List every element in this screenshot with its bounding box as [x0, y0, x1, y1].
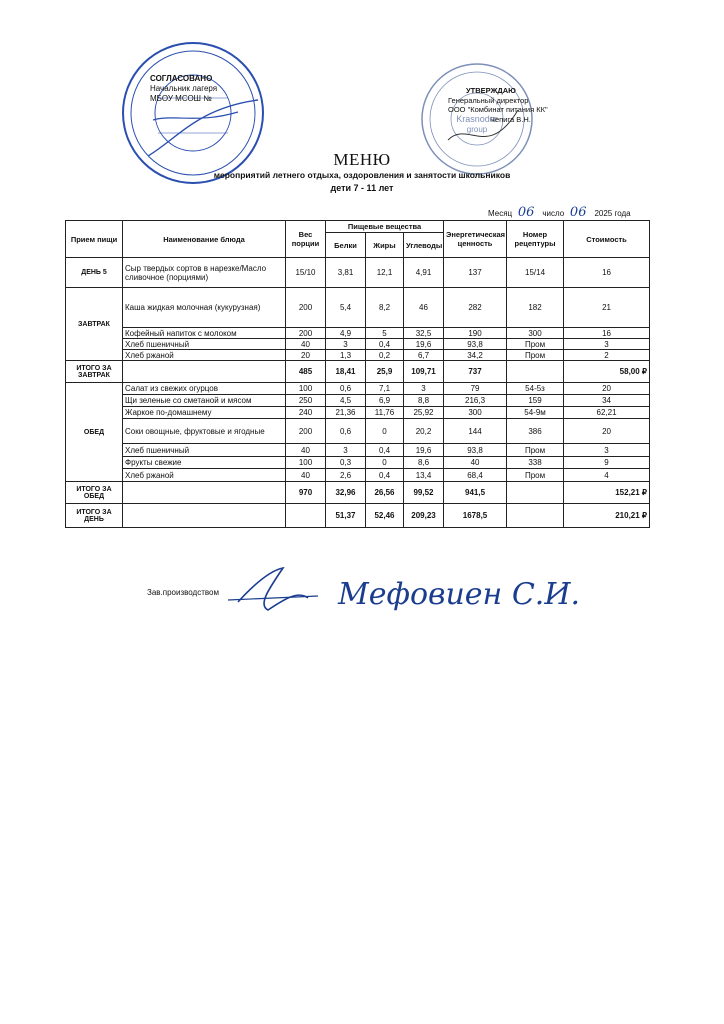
- breakfast-total-row: [66, 361, 650, 383]
- cell-protein: 3,81: [326, 258, 366, 288]
- cell-carbs: 109,71: [404, 361, 444, 383]
- cell-recipe: 54-5з: [507, 383, 564, 395]
- cell-cost: 3: [564, 444, 650, 457]
- cell-cost: 210,21 ₽: [564, 504, 650, 528]
- approval-right-block: [448, 86, 548, 124]
- table-row: [66, 444, 650, 457]
- dish-name: Хлеб ржаной: [123, 469, 286, 482]
- header-protein: Белки: [326, 233, 366, 258]
- cell-recipe: Пром: [507, 444, 564, 457]
- cell-protein: 4,5: [326, 395, 366, 407]
- approval-left-line2: МБОУ МСОШ №: [150, 94, 212, 103]
- cell-carbs: 19,6: [404, 444, 444, 457]
- approval-right-line3: Чепига В.Н.: [490, 114, 531, 124]
- table-row: [66, 407, 650, 419]
- cell-fat: 12,1: [366, 258, 404, 288]
- dish-name: Фрукты свежие: [123, 457, 286, 469]
- cell-weight: 40: [286, 339, 326, 350]
- table-row: [66, 469, 650, 482]
- cell-recipe: 159: [507, 395, 564, 407]
- table-row: [66, 288, 650, 328]
- approval-right-line2: ООО "Комбинат питания КК": [448, 105, 548, 114]
- dish-name: Каша жидкая молочная (кукурузная): [123, 288, 286, 328]
- cell-energy: 216,3: [444, 395, 507, 407]
- cell-fat: 0: [366, 419, 404, 444]
- header-recipe: Номер рецептуры: [507, 221, 564, 258]
- page-title: МЕНЮ: [333, 150, 391, 169]
- cell-energy: 941,5: [444, 482, 507, 504]
- cell-weight: 200: [286, 419, 326, 444]
- cell-energy: 1678,5: [444, 504, 507, 528]
- cell-recipe: 338: [507, 457, 564, 469]
- cell-recipe: 54-9м: [507, 407, 564, 419]
- breakfast-total-label: ИТОГО ЗА ЗАВТРАК: [66, 361, 123, 383]
- dish-name: Хлеб ржаной: [123, 350, 286, 361]
- header-fat: Жиры: [366, 233, 404, 258]
- cell-weight: 970: [286, 482, 326, 504]
- cell-cost: 16: [564, 258, 650, 288]
- cell-cost: 2: [564, 350, 650, 361]
- header-nutrients: Пищевые вещества: [326, 221, 444, 233]
- dish-name: Жаркое по-домашнему: [123, 407, 286, 419]
- cell-fat: 0,4: [366, 339, 404, 350]
- header-energy: Энергетическая ценность: [444, 221, 507, 258]
- cell-cost: 58,00 ₽: [564, 361, 650, 383]
- table-row: [66, 457, 650, 469]
- table-row: [66, 339, 650, 350]
- cell-fat: 8,2: [366, 288, 404, 328]
- cell-carbs: 19,6: [404, 339, 444, 350]
- dish-name: Салат из свежих огурцов: [123, 383, 286, 395]
- cell-protein: 0,3: [326, 457, 366, 469]
- lunch-total-row: [66, 482, 650, 504]
- cell-protein: 4,9: [326, 328, 366, 339]
- cell-carbs: 4,91: [404, 258, 444, 288]
- cell-cost: 62,21: [564, 407, 650, 419]
- svg-text:Мефовиен С.И.: Мефовиен С.И.: [338, 577, 581, 612]
- cell-protein: 0,6: [326, 419, 366, 444]
- cell-recipe: 300: [507, 328, 564, 339]
- approval-left-title: СОГЛАСОВАНО: [150, 74, 213, 83]
- cell-cost: 21: [564, 288, 650, 328]
- table-row: [66, 258, 650, 288]
- cell-protein: 21,36: [326, 407, 366, 419]
- cell-carbs: 20,2: [404, 419, 444, 444]
- dish-name: Сыр твердых сортов в нарезке/Масло сливочное (порциями): [123, 258, 286, 288]
- cell-carbs: 3: [404, 383, 444, 395]
- cell-energy: 282: [444, 288, 507, 328]
- cell-weight: 485: [286, 361, 326, 383]
- cell-energy: 93,8: [444, 339, 507, 350]
- cell-protein: 3: [326, 444, 366, 457]
- cell-energy: 34,2: [444, 350, 507, 361]
- cell-weight: 200: [286, 288, 326, 328]
- cell-energy: 190: [444, 328, 507, 339]
- cell-energy: 137: [444, 258, 507, 288]
- dish-name: Хлеб пшеничный: [123, 339, 286, 350]
- cell-fat: 52,46: [366, 504, 404, 528]
- cell-recipe: Пром: [507, 469, 564, 482]
- cell-fat: 26,56: [366, 482, 404, 504]
- cell-energy: 300: [444, 407, 507, 419]
- cell-weight: 20: [286, 350, 326, 361]
- day-total-label: ИТОГО ЗА ДЕНЬ: [66, 504, 123, 528]
- cell-weight: 40: [286, 469, 326, 482]
- table-row: [66, 395, 650, 407]
- approval-left-block: [150, 74, 217, 104]
- cell-fat: 0,4: [366, 444, 404, 457]
- cell-carbs: 25,92: [404, 407, 444, 419]
- day-label: ДЕНЬ 5: [66, 258, 123, 288]
- cell-protein: 5,4: [326, 288, 366, 328]
- month-value: 06: [512, 205, 540, 221]
- cell-protein: 0,6: [326, 383, 366, 395]
- cell-weight: 40: [286, 444, 326, 457]
- dish-name: Соки овощные, фруктовые и ягодные: [123, 419, 286, 444]
- breakfast-label: ЗАВТРАК: [66, 288, 123, 361]
- dish-name: Кофейный напиток с молоком: [123, 328, 286, 339]
- header-cost: Стоимость: [564, 221, 650, 258]
- cell-weight: 200: [286, 328, 326, 339]
- header-carbs: Углеводы: [404, 233, 444, 258]
- approval-right-line1: Генеральный директор: [448, 95, 529, 105]
- cell-weight: 240: [286, 407, 326, 419]
- cell-carbs: 13,4: [404, 469, 444, 482]
- cell-weight: 100: [286, 457, 326, 469]
- day-label: число: [542, 209, 565, 218]
- cell-fat: 0,2: [366, 350, 404, 361]
- cell-cost: 9: [564, 457, 650, 469]
- approval-right-title: УТВЕРЖДАЮ: [466, 86, 516, 95]
- cell-energy: 40: [444, 457, 507, 469]
- cell-energy: 79: [444, 383, 507, 395]
- age-group: дети 7 - 11 лет: [330, 183, 394, 193]
- cell-protein: 1,3: [326, 350, 366, 361]
- approval-left-line1: Начальник лагеря: [150, 84, 218, 93]
- table-row: [66, 383, 650, 395]
- table-row: [66, 328, 650, 339]
- cell-carbs: 32,5: [404, 328, 444, 339]
- cell-recipe: Пром: [507, 339, 564, 350]
- table-row: [66, 419, 650, 444]
- dish-name: Щи зеленые со сметаной и мясом: [123, 395, 286, 407]
- cell-fat: 11,76: [366, 407, 404, 419]
- production-manager-label: Зав.производством: [147, 588, 219, 597]
- year-label: 2025 года: [594, 209, 631, 218]
- cell-weight: 250: [286, 395, 326, 407]
- header-dish: Наименование блюда: [123, 221, 286, 258]
- cell-carbs: 8,6: [404, 457, 444, 469]
- header-weight: Вес порции: [286, 221, 326, 258]
- cell-fat: 6,9: [366, 395, 404, 407]
- cell-protein: 51,37: [326, 504, 366, 528]
- lunch-label: ОБЕД: [66, 383, 123, 482]
- cell-cost: 20: [564, 419, 650, 444]
- date-line: [488, 205, 631, 221]
- cell-recipe: Пром: [507, 350, 564, 361]
- cell-cost: 34: [564, 395, 650, 407]
- cell-energy: 144: [444, 419, 507, 444]
- day-total-row: [66, 504, 650, 528]
- table-header-row: [66, 221, 650, 233]
- cell-protein: 3: [326, 339, 366, 350]
- table-row: [66, 350, 650, 361]
- cell-fat: 25,9: [366, 361, 404, 383]
- cell-recipe: 386: [507, 419, 564, 444]
- lunch-total-label: ИТОГО ЗА ОБЕД: [66, 482, 123, 504]
- cell-cost: 3: [564, 339, 650, 350]
- cell-cost: 20: [564, 383, 650, 395]
- dish-name: Хлеб пшеничный: [123, 444, 286, 457]
- cell-protein: 2,6: [326, 469, 366, 482]
- cell-carbs: 209,23: [404, 504, 444, 528]
- svg-text:Krasnodar: Krasnodar: [456, 114, 498, 124]
- cell-carbs: 46: [404, 288, 444, 328]
- cell-recipe: 15/14: [507, 258, 564, 288]
- svg-text:group: group: [466, 125, 488, 134]
- cell-carbs: 6,7: [404, 350, 444, 361]
- cell-protein: 32,96: [326, 482, 366, 504]
- page-subtitle: мероприятий летнего отдыха, оздоровления и занятости школьников: [213, 170, 511, 180]
- cell-carbs: 8,8: [404, 395, 444, 407]
- cell-fat: 0,4: [366, 469, 404, 482]
- cell-fat: 7,1: [366, 383, 404, 395]
- cell-energy: 737: [444, 361, 507, 383]
- cell-energy: 68,4: [444, 469, 507, 482]
- cell-carbs: 99,52: [404, 482, 444, 504]
- cell-fat: 0: [366, 457, 404, 469]
- day-value: 06: [564, 205, 592, 221]
- cell-weight: 100: [286, 383, 326, 395]
- menu-table: [65, 220, 650, 528]
- handwritten-signature: [228, 560, 588, 620]
- cell-fat: 5: [366, 328, 404, 339]
- header-meal: Прием пищи: [66, 221, 123, 258]
- month-label: Месяц: [488, 209, 513, 218]
- cell-weight: 15/10: [286, 258, 326, 288]
- cell-cost: 4: [564, 469, 650, 482]
- cell-protein: 18,41: [326, 361, 366, 383]
- cell-recipe: 182: [507, 288, 564, 328]
- cell-cost: 152,21 ₽: [564, 482, 650, 504]
- cell-energy: 93,8: [444, 444, 507, 457]
- cell-cost: 16: [564, 328, 650, 339]
